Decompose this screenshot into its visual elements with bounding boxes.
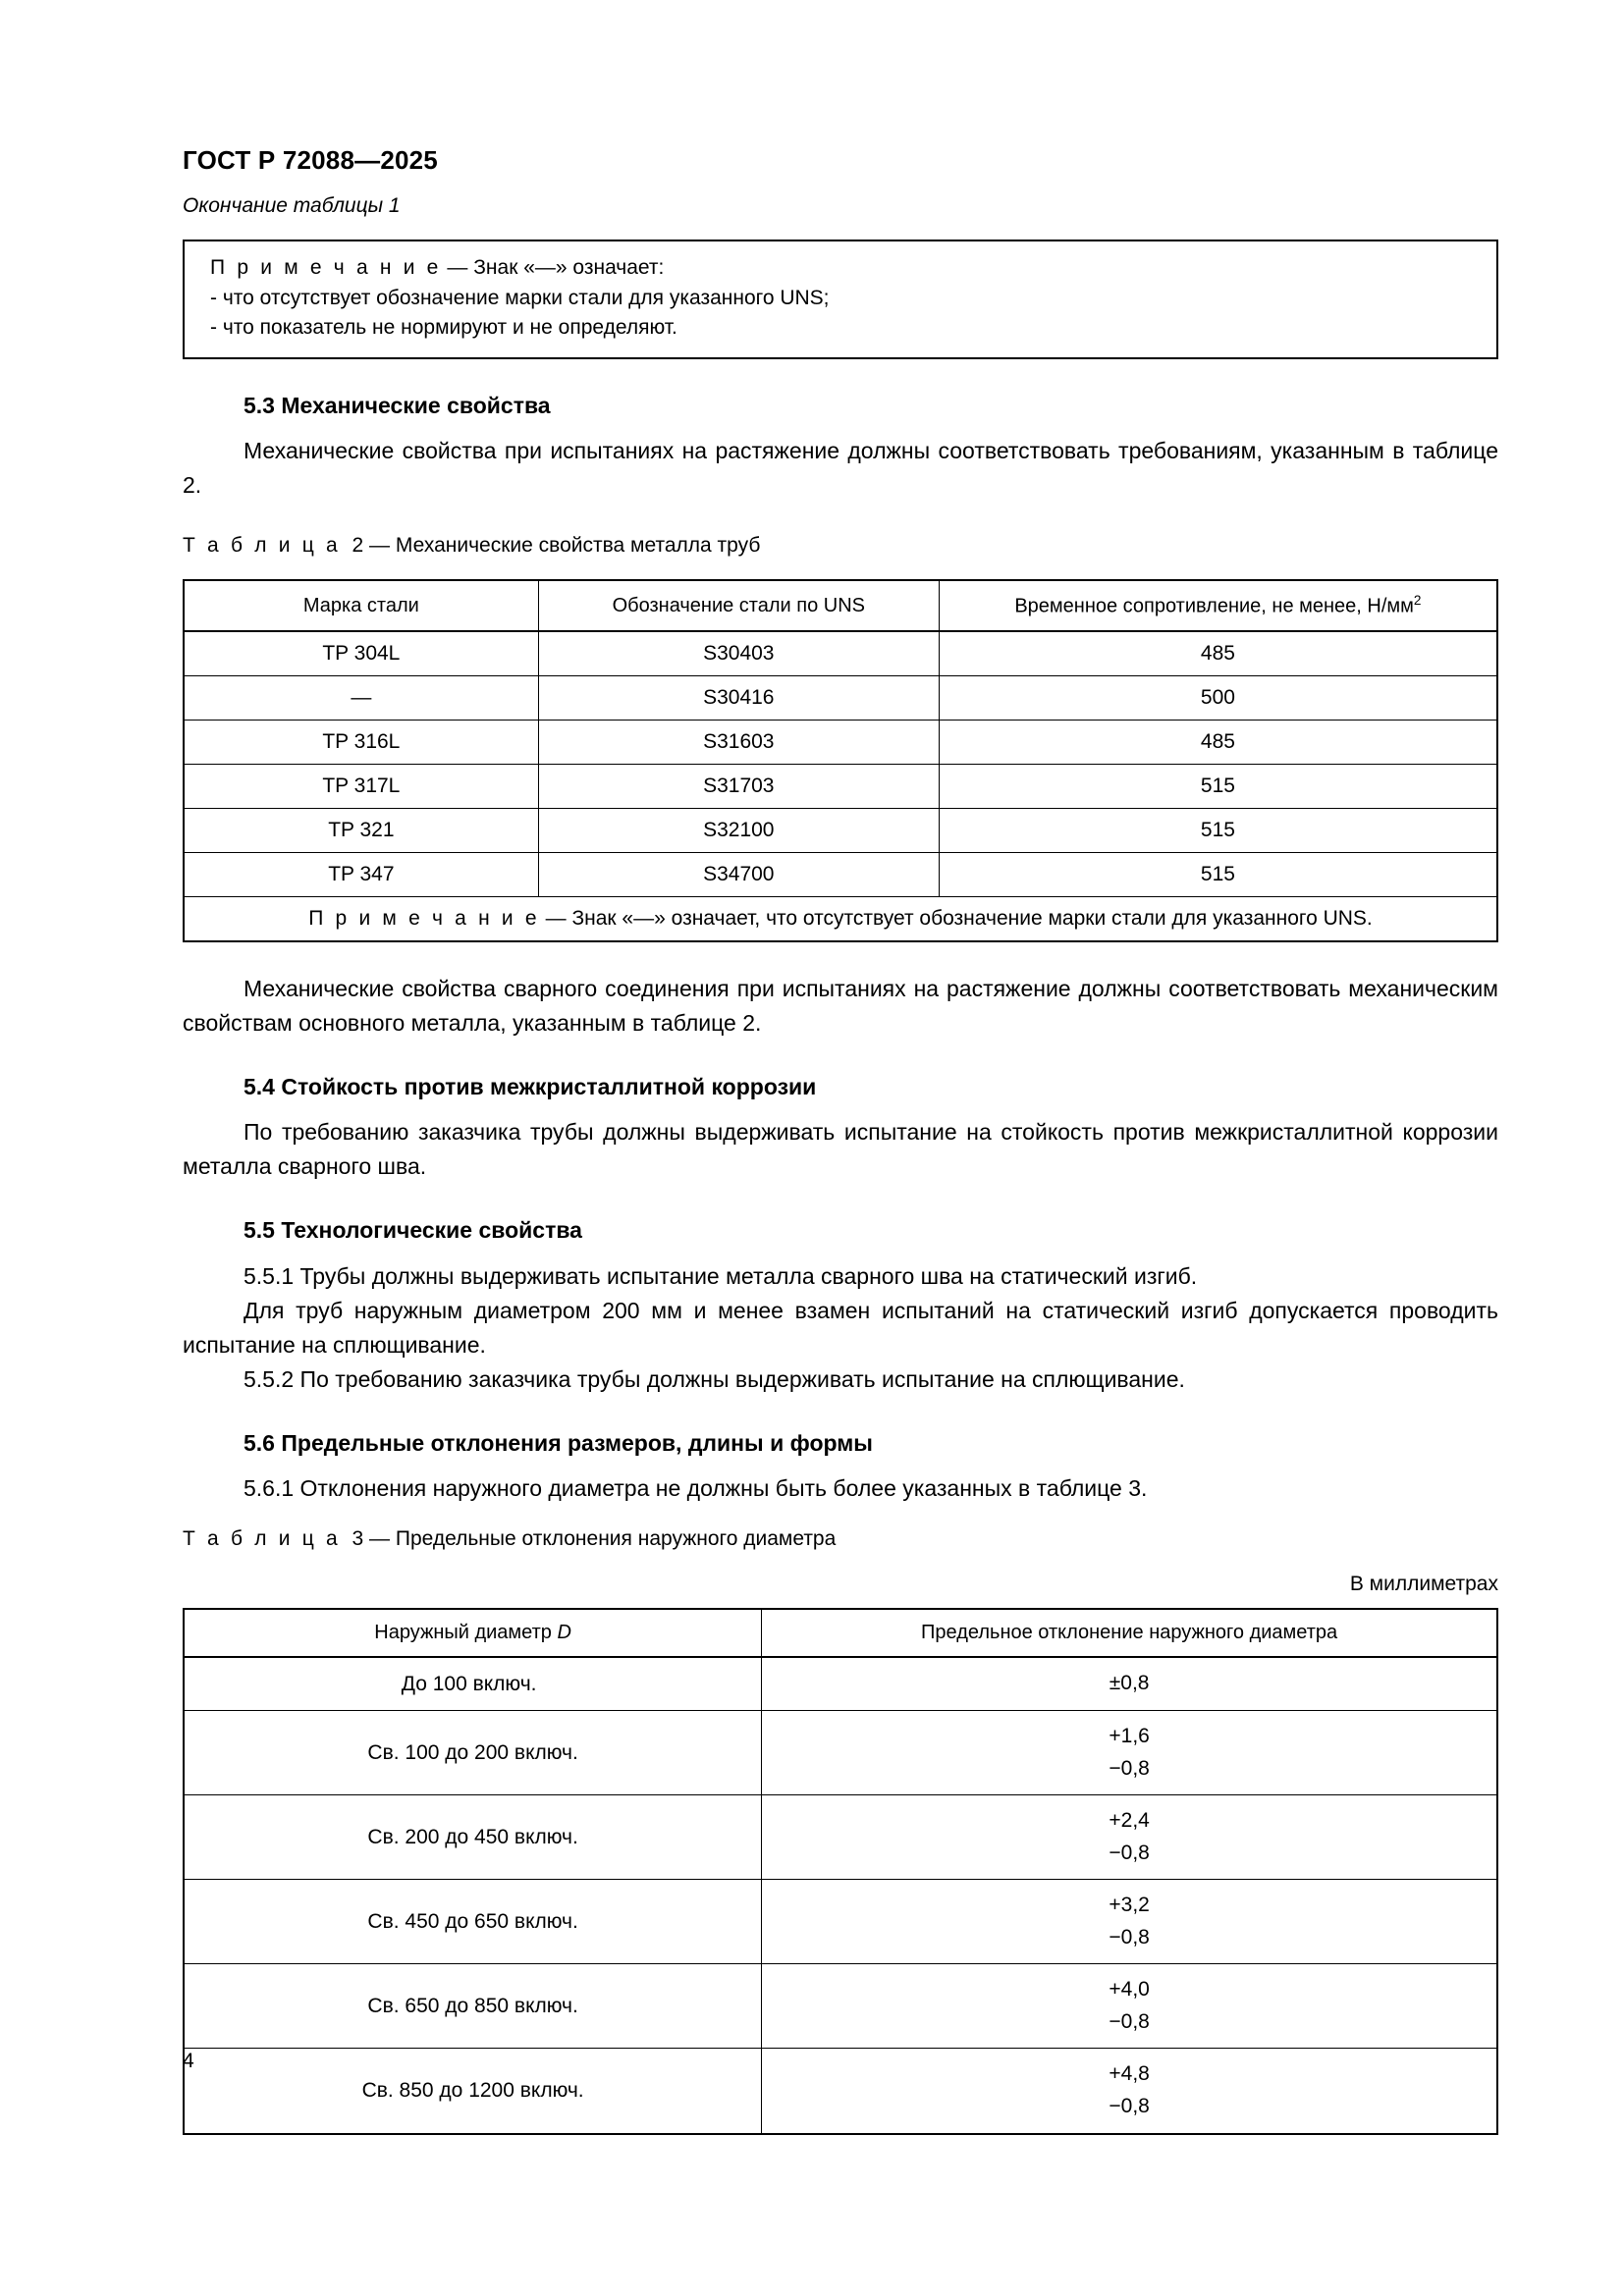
table2-cell-grade: — xyxy=(184,676,538,721)
heading-5-6: 5.6 Предельные отклонения размеров, длины и формы xyxy=(244,1429,873,1456)
table-row xyxy=(184,1657,1497,1710)
table2-cell-strength: 515 xyxy=(939,765,1497,809)
table2-caption-number: 2 xyxy=(352,534,364,558)
table3-units-note: В миллиметрах xyxy=(1349,1573,1498,1596)
table3-cell-deviation xyxy=(762,1880,1497,1964)
table3-cell-deviation xyxy=(762,1711,1497,1795)
table2-cell-grade: TP 316L xyxy=(184,721,538,765)
table3-col-deviation: Предельное отклонение наружного диаметра xyxy=(762,1609,1497,1657)
table3-cell-diameter: Св. 450 до 650 включ. xyxy=(184,1880,762,1964)
table-row xyxy=(184,1964,1497,2049)
document-header: ГОСТ Р 72088—2025 xyxy=(183,145,438,175)
table2-caption-title: — Механические свойства металла труб xyxy=(369,534,761,558)
table3-cell-diameter: Св. 850 до 1200 включ. xyxy=(184,2049,762,2134)
table3-caption-label: Т а б л и ц а xyxy=(183,1527,341,1551)
table-row xyxy=(184,1711,1497,1795)
table2-note-cell xyxy=(184,897,1497,942)
table-row xyxy=(184,676,1497,721)
table3-dev-lower: −0,8 xyxy=(1109,1841,1150,1864)
table3-cell-diameter: Св. 100 до 200 включ. xyxy=(184,1711,762,1795)
paragraph-5-5-1: 5.5.1 Трубы должны выдерживать испытание металла сварного шва на статический изгиб. xyxy=(244,1262,1198,1289)
table3-cell-deviation xyxy=(762,1657,1497,1710)
paragraph-5-4: По требованию заказчика трубы должны выдерживать испытание на стойкость против межкристаллитной коррозии металла сварного шва. xyxy=(183,1119,1498,1180)
table2-cell-grade: TP 304L xyxy=(184,631,538,676)
table2-cell-uns: S30416 xyxy=(538,676,939,721)
table2-note-label: П р и м е ч а н и е xyxy=(308,907,540,931)
table2-cell-grade: TP 321 xyxy=(184,809,538,853)
table1-note-item: - что отсутствует обозначение марки стали для указанного UNS; xyxy=(210,286,830,309)
table3-caption xyxy=(183,1525,1498,1553)
table2-header-row xyxy=(184,580,1497,631)
table2-note-row xyxy=(184,897,1497,942)
table3-dev-lower: −0,8 xyxy=(1109,2094,1150,2117)
table3-dev-upper: +1,6 xyxy=(1109,1725,1150,1748)
table2-cell-grade: TP 317L xyxy=(184,765,538,809)
table2-cell-uns: S34700 xyxy=(538,853,939,897)
table2-cell-strength: 485 xyxy=(939,631,1497,676)
table2-cell-uns: S31703 xyxy=(538,765,939,809)
table2-cell-strength: 485 xyxy=(939,721,1497,765)
table2-cell-strength: 500 xyxy=(939,676,1497,721)
table3-cell-deviation xyxy=(762,1795,1497,1880)
table2-cell-uns: S32100 xyxy=(538,809,939,853)
paragraph-5-5-1-second: Для труб наружным диаметром 200 мм и менее взамен испытаний на статический изгиб допускается проводить испытание на сплющивание. xyxy=(183,1297,1498,1358)
table3-dev-lower: −0,8 xyxy=(1109,2009,1150,2033)
table3-col-diameter xyxy=(184,1609,762,1657)
table-mechanical-properties xyxy=(183,579,1498,942)
table-row xyxy=(184,853,1497,897)
table2-cell-uns: S30403 xyxy=(538,631,939,676)
table2-col-uns: Обозначение стали по UNS xyxy=(538,580,939,631)
table2-col-strength-superscript: 2 xyxy=(1413,593,1422,609)
table3-caption-title: — Предельные отклонения наружного диаметра xyxy=(369,1527,837,1551)
table-row xyxy=(184,2049,1497,2134)
table3-col-diameter-text: Наружный диаметр xyxy=(374,1622,552,1644)
page-content xyxy=(183,192,1498,2135)
paragraph-after-table2: Механические свойства сварного соединения при испытаниях на растяжение должны соответствовать механическим свойствам основного металла, указанным в таблице 2. xyxy=(183,976,1498,1037)
table2-col-strength-text: Временное сопротивление, не менее, Н/мм xyxy=(1014,596,1414,618)
table3-cell-deviation xyxy=(762,1964,1497,2049)
table3-dev-upper: ±0,8 xyxy=(1109,1672,1150,1695)
table-row xyxy=(184,631,1497,676)
table3-dev-lower: −0,8 xyxy=(1109,1756,1150,1780)
table3-cell-diameter: Св. 200 до 450 включ. xyxy=(184,1795,762,1880)
table3-cell-diameter: До 100 включ. xyxy=(184,1657,762,1710)
table3-header-row xyxy=(184,1609,1497,1657)
table-row xyxy=(184,1880,1497,1964)
paragraph-5-3: Механические свойства при испытаниях на растяжение должны соответствовать требованиям, указанным в таблице 2. xyxy=(183,438,1498,499)
heading-5-3: 5.3 Механические свойства xyxy=(244,392,551,418)
table3-dev-upper: +4,8 xyxy=(1109,2062,1150,2086)
table-diameter-deviations xyxy=(183,1608,1498,2134)
table2-caption-label: Т а б л и ц а xyxy=(183,534,341,558)
table1-note-item: - что показатель не нормируют и не определяют. xyxy=(210,316,677,340)
table2-cell-grade: TP 347 xyxy=(184,853,538,897)
table3-caption-number: 3 xyxy=(352,1527,364,1551)
table2-col-strength xyxy=(939,580,1497,631)
page-number: 4 xyxy=(183,2050,194,2072)
table3-col-diameter-variable: D xyxy=(557,1622,571,1644)
table2-cell-strength: 515 xyxy=(939,853,1497,897)
table3-dev-upper: +2,4 xyxy=(1109,1809,1150,1833)
paragraph-5-5-2: 5.5.2 По требованию заказчика трубы должны выдерживать испытание на сплющивание. xyxy=(244,1365,1185,1392)
note-intro-text: — Знак «—» означает: xyxy=(441,256,665,280)
table1-note-intro-line xyxy=(210,253,1477,283)
paragraph-5-6-1: 5.6.1 Отклонения наружного диаметра не должны быть более указанных в таблице 3. xyxy=(244,1475,1148,1502)
table1-note-box xyxy=(183,240,1498,358)
table2-caption xyxy=(183,532,1498,560)
table2-cell-strength: 515 xyxy=(939,809,1497,853)
table3-dev-lower: −0,8 xyxy=(1109,1925,1150,1949)
table2-note-text: — Знак «—» означает, что отсутствует обозначение марки стали для указанного UNS. xyxy=(539,907,1373,931)
heading-5-4: 5.4 Стойкость против межкристаллитной коррозии xyxy=(244,1073,817,1099)
table3-dev-upper: +4,0 xyxy=(1109,1978,1150,2002)
table3-dev-upper: +3,2 xyxy=(1109,1894,1150,1917)
table-row xyxy=(184,765,1497,809)
heading-5-5: 5.5 Технологические свойства xyxy=(244,1217,582,1244)
table-row xyxy=(184,809,1497,853)
table3-cell-diameter: Св. 650 до 850 включ. xyxy=(184,1964,762,2049)
table-row xyxy=(184,1795,1497,1880)
table2-cell-uns: S31603 xyxy=(538,721,939,765)
table2-col-grade: Марка стали xyxy=(184,580,538,631)
table1-continuation-caption: Окончание таблицы 1 xyxy=(183,194,401,217)
table3-cell-deviation xyxy=(762,2049,1497,2134)
note-label: П р и м е ч а н и е xyxy=(210,256,442,280)
table-row xyxy=(184,721,1497,765)
